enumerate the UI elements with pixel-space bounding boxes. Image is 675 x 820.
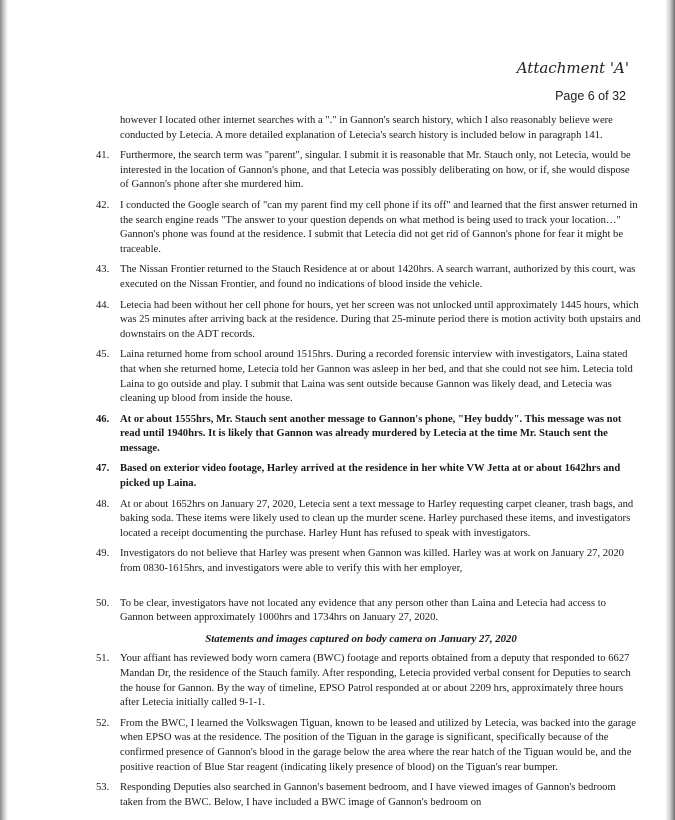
scan-left-edge (0, 0, 8, 820)
numbered-paragraph (81, 199, 641, 257)
paragraph-number: 53. (96, 782, 110, 794)
document-page (14, 0, 659, 820)
scan-right-edge (665, 0, 675, 820)
paragraph-number: 43. (96, 264, 110, 276)
paragraph-text: To be clear, investigators have not located any evidence that any person other than Laina and Letecia had access to Gannon between approximately 1000hrs and 1734hrs on January 27, 2020. (120, 597, 606, 624)
paragraph-number: 45. (96, 349, 110, 361)
paragraph-number: 47. (96, 463, 110, 475)
paragraph-number: 49. (96, 548, 110, 560)
numbered-paragraph (81, 781, 641, 810)
paragraph-text: At or about 1652hrs on January 27, 2020, Letecia sent a text message to Harley requesting carpet cleaner, trash bags, and baking soda. These items were likely used to clean up the murder scene. Harley purchased these items, and investigators located a receipt documenting the purchase. Harley Hunt has refused to speak with investigators. (120, 498, 634, 539)
paragraph-text: Investigators do not believe that Harley was present when Gannon was killed. Harley was at work on January 27, 2020 from 0830-1615hrs, and investigators were able to verify this with her employer, (120, 548, 624, 575)
paragraph-number: 50. (96, 597, 110, 609)
paragraph-text: I conducted the Google search of "can my parent find my cell phone if its off" and learned that the first answer returned in the search engine reads "The answer to your question depends on what method is being used to track your location…" Gannon's phone was found at the residence. I submit that Letecia did not get rid of Gannon's phone for fear it might be traceable. (120, 199, 638, 255)
continuation-paragraph: however I located other internet searches with a "." in Gannon's search history, which I also reasonably believe were conducted by Letecia. A more detailed explanation of Letecia's search history is included below in paragraph 141. (120, 115, 613, 141)
numbered-paragraph (81, 462, 641, 491)
paragraph-text: At or about 1555hrs, Mr. Stauch sent another message to Gannon's phone, "Hey buddy". This message was not read until 1940hrs. It is likely that Gannon was already murdered by Letecia at the time Mr. Stauch sent the message. (120, 413, 622, 454)
paragraph-text: Laina returned home from school around 1515hrs. During a recorded forensic interview with investigators, Laina stated that when she returned home, Letecia told her Gannon was asleep in her bed, and that she could not see him. Letecia told Laina to go outside and play. I submit that Laina was sent outside because Gannon was likely dead, and Letecia was cleaning up blood from inside the house. (120, 349, 633, 405)
paragraph-gap (81, 583, 641, 597)
paragraph-number: 51. (96, 653, 110, 665)
numbered-paragraph (81, 597, 641, 626)
paragraph-text: Responding Deputies also searched in Gannon's basement bedroom, and I have viewed images of Gannon's bedroom taken from the BWC. Below, I have included a BWC image of Gannon's bedroom on (120, 782, 616, 808)
paragraph-number: 41. (96, 150, 110, 162)
paragraph-text: Based on exterior video footage, Harley arrived at the residence in her white VW Jetta at or about 1642hrs and picked up Laina. (120, 463, 621, 490)
numbered-paragraph (81, 348, 641, 406)
paragraph-list (81, 149, 641, 626)
paragraph-list-after-heading (81, 652, 641, 810)
numbered-paragraph (81, 547, 641, 576)
paragraph-text: From the BWC, I learned the Volkswagen Tiguan, known to be leased and utilized by Letecia, was backed into the garage when EPSO was at the residence. The position of the Tiguan in the garage is significant, specifically because of the confirmed presence of Gannon's blood in the garage below the area where the rear hatch of the Tiguan would be, and the positive reaction of Blue Star reagent (indicating likely presence of blood) on the Tiguan's rear bumper. (120, 717, 636, 773)
page-number: Page 6 of 32 (555, 89, 626, 103)
numbered-paragraph (81, 149, 641, 193)
numbered-paragraph (81, 299, 641, 343)
paragraph-number: 52. (96, 717, 110, 729)
numbered-paragraph (81, 498, 641, 542)
section-heading: Statements and images captured on body camera on January 27, 2020 (205, 632, 517, 645)
paragraph-text: Your affiant has reviewed body worn camera (BWC) footage and reports obtained from a deputy that responded to 6627 Mandan Dr, the residence of the Stauch family. After responding, Letecia provided verbal consent for Deputies to search the house for Gannon. By the way of timeline, EPSO Patrol responded at or about 2209 hrs, approximately three hours after Letecia initially called 9-1-1. (120, 653, 631, 709)
paragraph-text: Furthermore, the search term was "parent", singular. I submit it is reasonable that Mr. Stauch only, not Letecia, would be interested in the location of Gannon's phone, and that Letecia was possibly deliberating on how, or if, she would dispose of Gannon's phone after she murdered him. (120, 150, 631, 191)
paragraph-number: 42. (96, 199, 110, 211)
document-body (81, 114, 641, 816)
paragraph-text: The Nissan Frontier returned to the Stauch Residence at or about 1420hrs. A search warrant, authorized by this court, was executed on the Nissan Frontier, and found no indications of blood inside the vehicle. (120, 264, 636, 290)
paragraph-number: 46. (96, 413, 110, 425)
numbered-paragraph (81, 263, 641, 292)
numbered-paragraph (81, 413, 641, 457)
paragraph-text: Letecia had been without her cell phone for hours, yet her screen was not unlocked until approximately 1445 hours, which was 25 minutes after arriving back at the residence. During that 25-minute period there is motion activity both upstairs and downstairs on the ADT records. (120, 299, 641, 340)
attachment-label: Attachment 'A' (516, 59, 629, 77)
paragraph-number: 48. (96, 498, 110, 510)
numbered-paragraph (81, 717, 641, 775)
numbered-paragraph (81, 652, 641, 710)
paragraph-number: 44. (96, 299, 110, 311)
